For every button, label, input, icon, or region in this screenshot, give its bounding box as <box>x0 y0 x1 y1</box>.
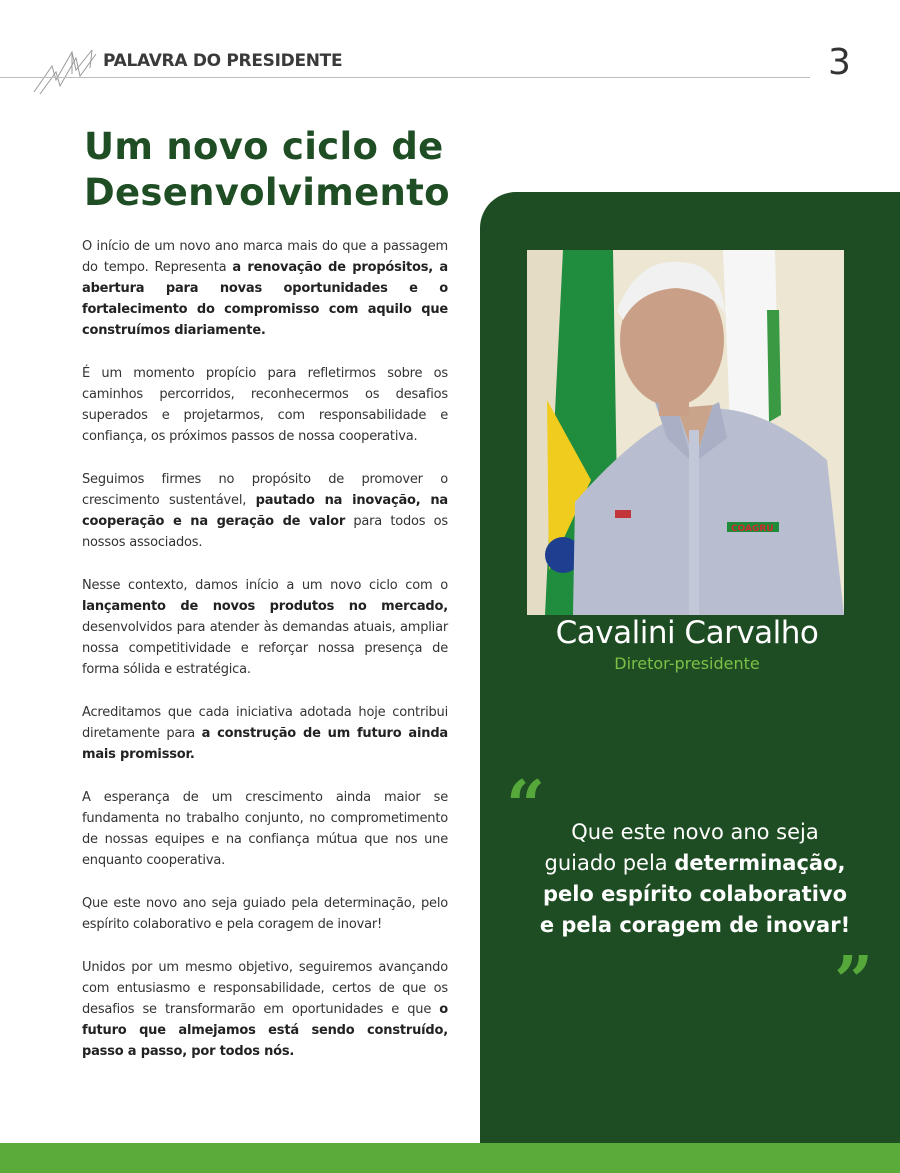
header-divider <box>0 77 810 78</box>
person-role: Diretor-presidente <box>614 654 760 673</box>
title-line-2: Desenvolvimento <box>84 171 450 214</box>
article-title <box>84 124 484 216</box>
paragraph-3 <box>82 469 448 553</box>
paragraph-4-highlight: lançamento de novos produtos no mercado, <box>82 599 448 614</box>
quote-line-2a: guiado pela <box>544 851 675 875</box>
section-title: PALAVRA DO PRESIDENTE <box>103 51 343 71</box>
paragraph-8-highlight: o futuro que almejamos está sendo construído, passo a passo, por todos nós. <box>82 1002 448 1059</box>
person-name: Cavalini Carvalho <box>555 615 819 651</box>
paragraph-3-highlight: pautado na inovação, na cooperação e na geração de valor <box>82 493 448 529</box>
paragraph-5 <box>82 702 448 765</box>
article-body <box>82 236 448 1084</box>
quote-line-1: Que este novo ano seja <box>571 820 819 844</box>
paragraph-5-highlight: a construção de um futuro ainda mais promissor. <box>82 726 448 762</box>
close-quote-icon: ” <box>834 942 874 1022</box>
paragraph-1-text: O início de um novo ano marca mais do que a passagem do tempo. Representa <box>82 239 448 275</box>
paragraph-6: A esperança de um crescimento ainda maior se fundamenta no trabalho conjunto, no comprometimento de nossas equipes e na confiança mútua que nos une enquanto cooperativa. <box>82 790 448 868</box>
paragraph-1-highlight: a renovação de propósitos, a abertura para novas oportunidades e o fortalecimento do compromisso com aquilo que construímos diariamente. <box>82 260 448 338</box>
paragraph-8-text: Unidos por um mesmo objetivo, seguiremos avançando com entusiasmo e responsabilidade, certos de que os desafios se transformarão em oportunidades e que <box>82 960 448 1017</box>
quote-line-2b: determinação, <box>674 851 846 875</box>
paragraph-3-text-a: Seguimos firmes no propósito de promover o crescimento sustentável, <box>82 472 448 508</box>
paragraph-3-text-c: para todos os nossos associados. <box>82 514 448 550</box>
shirt-logo-text: COAGRU <box>731 524 774 534</box>
company-logo <box>32 44 98 96</box>
title-line-1: Um novo ciclo de <box>84 125 444 168</box>
paragraph-7: Que este novo ano seja guiado pela determinação, pelo espírito colaborativo e pela coragem de inovar! <box>82 896 448 932</box>
paragraph-4-text-c: desenvolvidos para atender às demandas atuais, ampliar nossa competitividade e reforçar nossa presença de forma sólida e estratégica. <box>82 620 448 677</box>
open-quote-icon: “ <box>506 766 546 846</box>
page-number: 3 <box>828 42 851 83</box>
pull-quote <box>500 817 890 941</box>
paragraph-1 <box>82 236 448 341</box>
president-photo <box>527 250 844 615</box>
quote-line-3: pelo espírito colaborativo <box>542 882 848 906</box>
footer-bar <box>0 1143 900 1173</box>
paragraph-8 <box>82 957 448 1062</box>
quote-line-4: e pela coragem de inovar! <box>539 913 851 937</box>
paragraph-2: É um momento propício para refletirmos sobre os caminhos percorridos, reconhecermos os desafios superados e projetarmos, com responsabilidade e confiança, os próximos passos de nossa cooperativa. <box>82 366 448 444</box>
paragraph-4 <box>82 575 448 680</box>
paragraph-5-text: Acreditamos que cada iniciativa adotada hoje contribui diretamente para <box>82 705 448 741</box>
paragraph-4-text-a: Nesse contexto, damos início a um novo ciclo com o <box>82 578 448 593</box>
